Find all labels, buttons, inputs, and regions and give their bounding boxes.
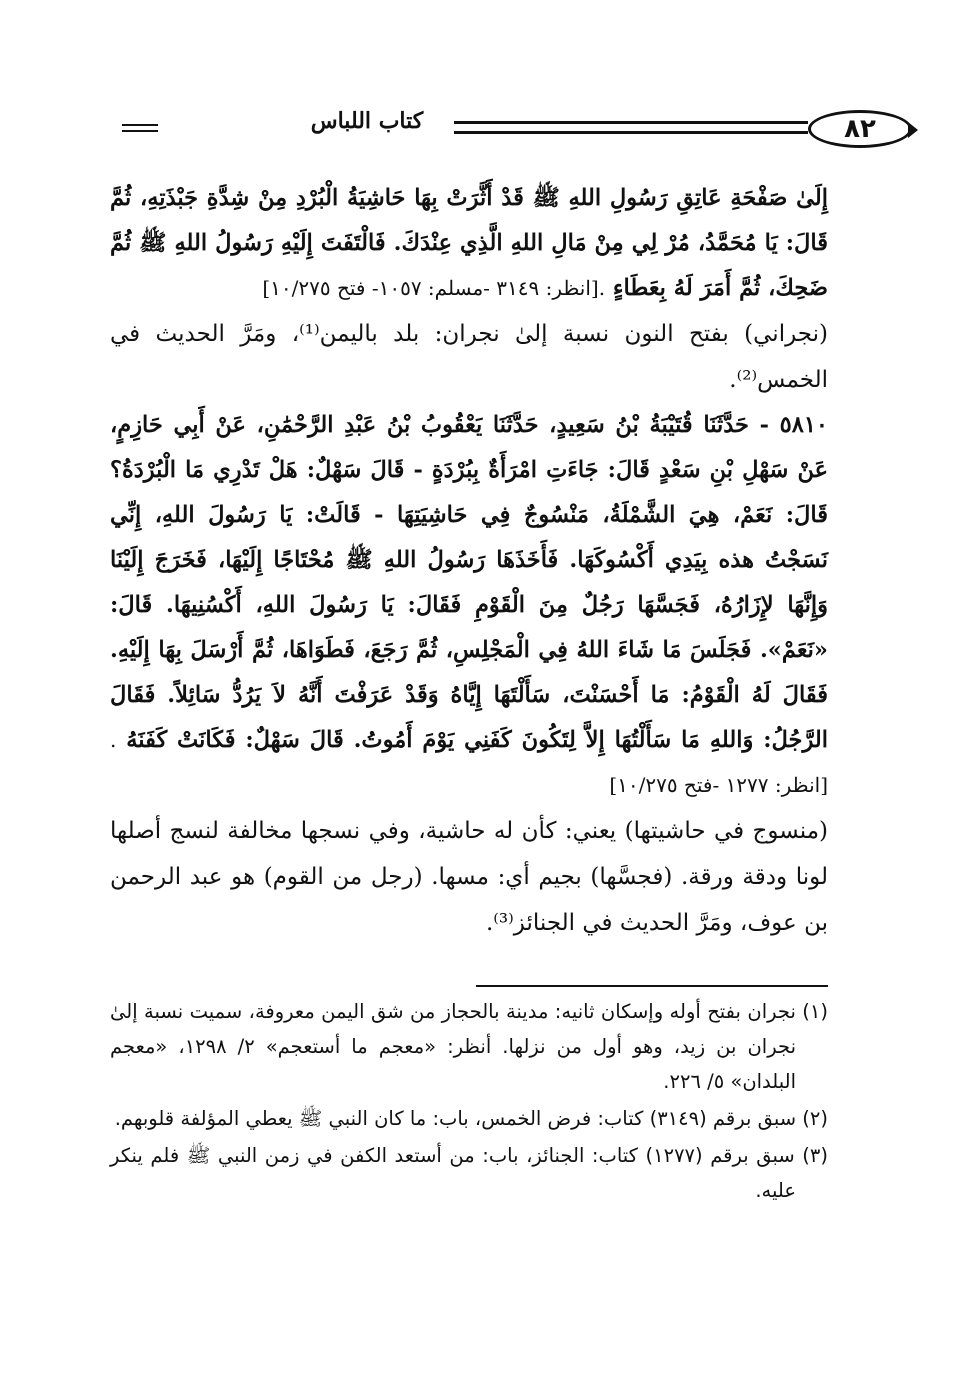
hadith-reference: .[انظر: ٣١٤٩ -مسلم: ١٠٥٧- فتح ١٠/٢٧٥]: [262, 276, 606, 300]
commentary: (نجراني) بفتح النون نسبة إلىٰ نجران: بلد باليمن⁽¹⁾، ومَرَّ الحديث في الخمس⁽²⁾.: [110, 321, 828, 393]
footnote: (٣) سبق برقم (١٢٧٧) كتاب: الجنائز، باب: من أستعد الكفن في زمن النبي ﷺ فلم ينكر عليه.: [110, 1144, 828, 1202]
hadith-reference: .[انظر: ١٢٧٧ -فتح ١٠/٢٧٥]: [110, 728, 828, 797]
header-rule: [454, 131, 808, 134]
main-text: [110, 176, 828, 946]
header-ornament: [908, 122, 918, 138]
page-number: ٨٢: [808, 110, 912, 148]
footnote: (٢) سبق برقم (٣١٤٩) كتاب: فرض الخمس، باب: ما كان النبي ﷺ يعطي المؤلفة قلوبهم.: [114, 1107, 828, 1130]
header-ornament: [122, 124, 158, 126]
footnote: (١) نجران بفتح أوله وإسكان ثانيه: مدينة بالحجاز من شق اليمن معروفة، سميت نسبة إلىٰ نجران بن زيد، وهو أول من نزلها. أنظر: «معجم ما أستعجم» ٢/ ١٢٩٨، «معجم البلدان» ٥/ ٢٢٦.: [110, 1000, 828, 1093]
page-header: [112, 100, 876, 156]
footnotes: [110, 994, 828, 1210]
header-ornament: [122, 130, 158, 132]
hadith-text: ٥٨١٠ - حَدَّثَنَا قُتَيْبَةُ بْنُ سَعِيدٍ، حَدَّثَنَا يَعْقُوبُ بْنُ عَبْدِ الرَّحْمَٰنِ، عَنْ أَبِي حَازِمٍ، عَنْ سَهْلِ بْنِ سَعْدٍ قَالَ: جَاءَتِ امْرَأَةٌ بِبُرْدَةٍ - قَالَ سَهْلٌ: هَلْ تَدْرِي مَا الْبُرْدَةُ؟ قَالَ: نَعَمْ، هِيَ الشَّمْلَةُ، مَنْسُوجٌ فِي حَاشِيَتِهَا - قَالَتْ: يَا رَسُولَ اللهِ، إِنِّي نَسَجْتُ هذه بِيَدِي أَكْسُوكَهَا. فَأَخَذَهَا رَسُولُ اللهِ ﷺ مُحْتَاجًا إِلَيْهَا، فَخَرَجَ إِلَيْنَا وَإِنَّهَا لإِزَارُهُ، فَجَسَّهَا رَجُلٌ مِنَ الْقَوْمِ فَقَالَ: يَا رَسُولَ اللهِ، أَكْسُنِيهَا. قَالَ: «نَعَمْ». فَجَلَسَ مَا شَاءَ اللهُ فِي الْمَجْلِسِ، ثُمَّ رَجَعَ، فَطَوَاهَا، ثُمَّ أَرْسَلَ بِهَا إِلَيْهِ. فَقَالَ لَهُ الْقَوْمُ: مَا أَحْسَنْتَ، سَأَلْتَهَا إِيَّاهُ وَقَدْ عَرَفْتَ أَنَّهُ لاَ يَرُدُّ سَائِلاً. فَقَالَ الرَّجُلُ: وَاللهِ مَا سَأَلْتُهَا إِلاَّ لِتَكُونَ كَفَنِي يَوْمَ أَمُوتُ. قَالَ سَهْلٌ: فَكَانَتْ كَفَنَهُ: [110, 412, 828, 753]
header-rule: [454, 121, 808, 124]
hadith-continuation: [110, 176, 828, 311]
footnote-separator: [476, 985, 828, 987]
commentary: (منسوج في حاشيتها) يعني: كأن له حاشية، وفي نسجها مخالفة لنسج أصلها لونا ودقة ورقة. (فجسَّها) بجيم أي: مسها. (رجل من القوم) هو عبد الرحمن بن عوف، ومَرَّ الحديث في الجنائز⁽³⁾.: [110, 818, 828, 936]
hadith-5810: [110, 403, 828, 808]
book-title: كتاب اللباس: [310, 108, 424, 134]
hadith-text: إِلَىٰ صَفْحَةِ عَاتِقِ رَسُولِ اللهِ ﷺ قَدْ أَثَّرَتْ بِهَا حَاشِيَةُ الْبُرْدِ مِنْ شِدَّةِ جَبْذَتِهِ، ثُمَّ قَالَ: يَا مُحَمَّدُ، مُرْ لِي مِنْ مَالِ اللهِ الَّذِي عِنْدَكَ. فَالْتَفَتَ إِلَيْهِ رَسُولُ اللهِ ﷺ ثُمَّ ضَحِكَ، ثُمَّ أَمَرَ لَهُ بِعَطَاءٍ: [110, 185, 828, 301]
